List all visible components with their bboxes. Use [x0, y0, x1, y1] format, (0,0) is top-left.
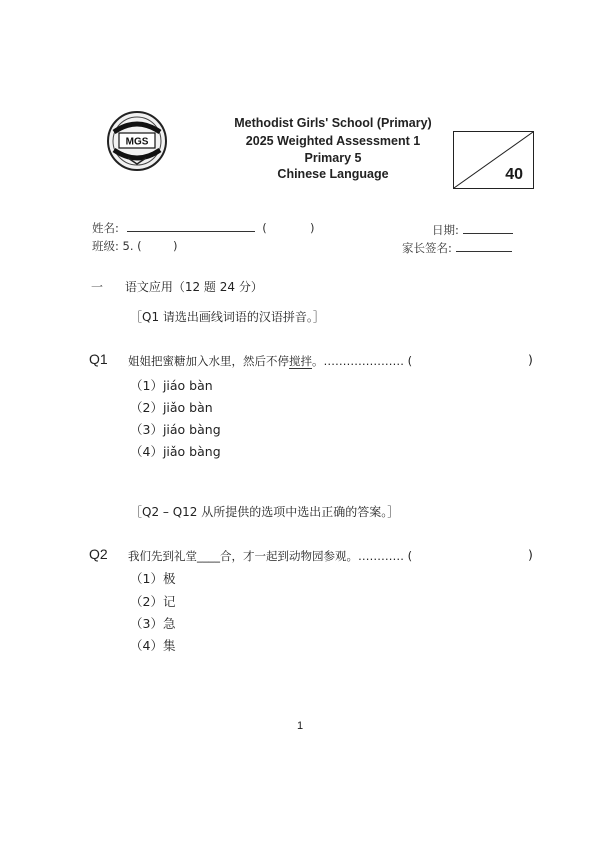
parent-sign-line[interactable] — [456, 241, 512, 252]
section-heading — [91, 278, 263, 295]
assessment-title: 2025 Weighted Assessment 1 — [245, 134, 421, 148]
q2-text-before: 我们先到礼堂 — [128, 549, 197, 563]
q1-text-after: 。………………… ( — [312, 354, 413, 368]
q2-blank[interactable]: ____ — [197, 549, 220, 563]
school-name: Methodist Girls' School (Primary) — [234, 116, 432, 130]
q2-number: Q2 — [89, 546, 108, 562]
q1-number: Q1 — [89, 351, 108, 367]
q2-option-2[interactable]: （2）记 — [130, 594, 176, 609]
section-number: 一 — [91, 280, 104, 294]
level: Primary 5 — [304, 151, 362, 165]
q2-option-3[interactable]: （3）急 — [130, 616, 176, 631]
subject: Chinese Language — [277, 167, 389, 181]
class-label: 班级: 5. ( — [92, 239, 142, 253]
q1-option-3[interactable]: （3）jiáo bàng — [130, 422, 221, 437]
q1-text — [128, 353, 412, 369]
section-title: 语文应用（12 题 24 分） — [124, 280, 263, 294]
score-box — [453, 131, 534, 189]
name-field — [92, 220, 315, 236]
parent-sign-field — [402, 240, 512, 256]
q2-option-1[interactable]: （1）极 — [130, 571, 176, 586]
page-number: 1 — [296, 720, 304, 732]
date-line[interactable] — [463, 223, 513, 234]
name-label: 姓名: — [92, 221, 119, 235]
class-paren-close: ) — [172, 239, 178, 253]
date-label: 日期: — [432, 223, 459, 237]
name-paren-open: ( — [262, 221, 267, 235]
q1-option-4[interactable]: （4）jiǎo bàng — [130, 444, 221, 459]
q2-text-after: 合，才一起到动物园参观。………… ( — [220, 549, 413, 563]
q1-answer-paren-close: ) — [528, 352, 533, 367]
q1-text-before: 姐姐把蜜糖加入水里，然后不停 — [128, 354, 289, 368]
q1-option-1[interactable]: （1）jiáo bàn — [130, 378, 213, 393]
date-field — [432, 222, 513, 238]
name-line[interactable] — [127, 221, 255, 232]
parent-sign-label: 家长签名: — [402, 241, 452, 255]
q2-12-instruction: ［Q2 – Q12 从所提供的选项中选出正确的答案。］ — [130, 505, 400, 519]
q1-underlined-word: 搅拌 — [289, 354, 312, 368]
q1-option-2[interactable]: （2）jiǎo bàn — [130, 400, 213, 415]
school-logo — [106, 110, 168, 172]
name-paren-close: ) — [310, 221, 315, 235]
q1-instruction: ［Q1 请选出画线词语的汉语拼音。］ — [130, 310, 325, 324]
total-marks: 40 — [505, 166, 523, 183]
class-field — [92, 238, 177, 254]
logo-text: MGS — [125, 136, 149, 148]
q2-text — [128, 548, 412, 564]
q2-option-4[interactable]: （4）集 — [130, 638, 176, 653]
q2-answer-paren-close: ) — [528, 547, 533, 562]
